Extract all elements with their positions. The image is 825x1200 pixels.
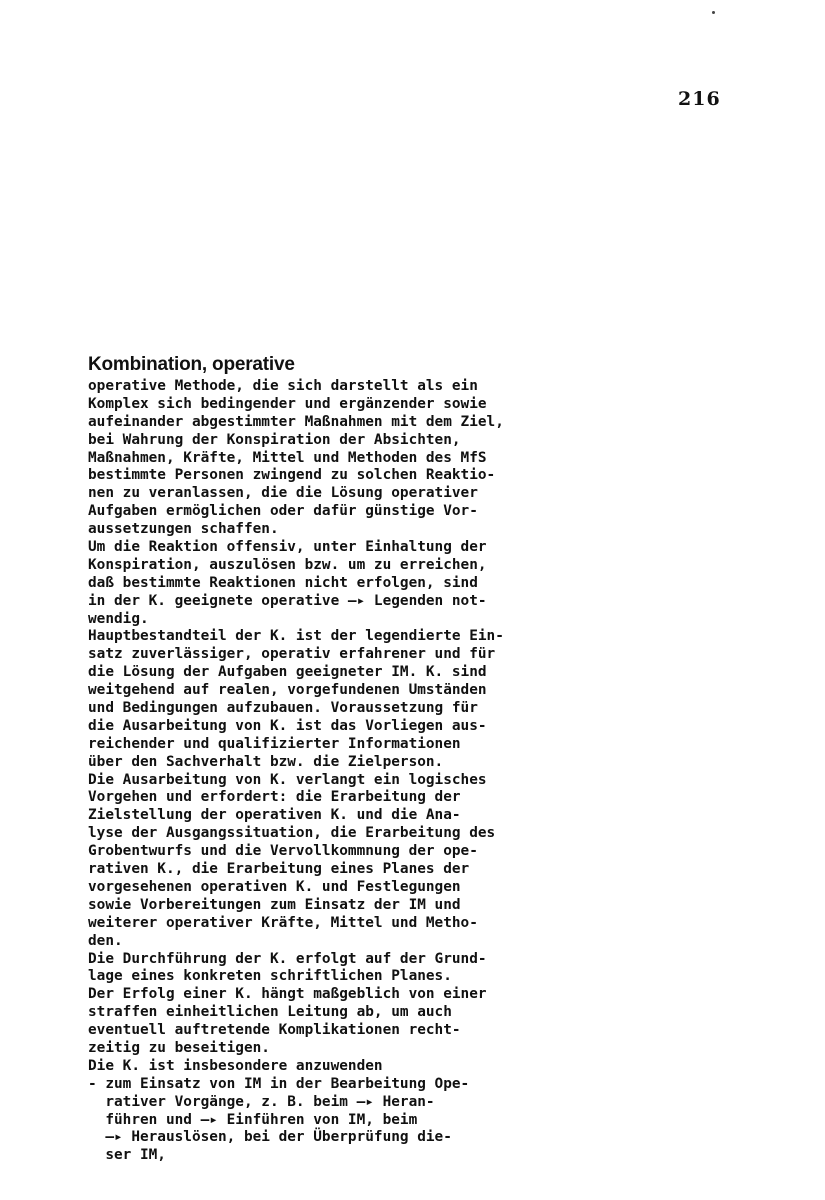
text-line: Hauptbestandteil der K. ist der legendierte Ein- — [88, 628, 504, 645]
text-line: Die Durchführung der K. erfolgt auf der Grund- — [88, 950, 487, 967]
text-line: Der Erfolg einer K. hängt maßgeblich von einer — [88, 986, 487, 1003]
text-line: über den Sachverhalt bzw. die Zielperson. — [88, 753, 444, 770]
text-line: lyse der Ausgangssituation, die Erarbeitung des — [88, 825, 496, 842]
text-line: daß bestimmte Reaktionen nicht erfolgen, sind — [88, 574, 478, 591]
text-line: und Bedingungen aufzubauen. Voraussetzung für — [88, 700, 478, 717]
text-line: Konspiration, auszulösen bzw. um zu erreichen, — [88, 556, 487, 573]
text-line: reichender und qualifizierter Informationen — [88, 735, 461, 752]
text-line: Aufgaben ermöglichen oder dafür günstige Vor- — [88, 503, 478, 520]
text-line: bei Wahrung der Konspiration der Absichten, — [88, 431, 461, 448]
text-line: in der K. geeignete operative —▸ Legenden not- — [88, 592, 487, 609]
text-line: lage eines konkreten schriftlichen Planes. — [88, 968, 452, 985]
text-line: zeitig zu beseitigen. — [88, 1039, 270, 1056]
text-line: den. — [88, 932, 123, 949]
text-line: —▸ Herauslösen, bei der Überprüfung die- — [88, 1129, 452, 1146]
text-line: rativer Vorgänge, z. B. beim —▸ Heran- — [88, 1093, 435, 1110]
text-line: ser IM, — [88, 1147, 166, 1164]
text-line: Vorgehen und erfordert: die Erarbeitung der — [88, 789, 461, 806]
text-line: operative Methode, die sich darstellt als ein — [88, 378, 478, 394]
text-line: vorgesehenen operativen K. und Festlegungen — [88, 878, 461, 895]
entry-body — [88, 378, 558, 1165]
text-line: Grobentwurfs und die Vervollkommnung der ope- — [88, 843, 478, 860]
dictionary-entry — [88, 354, 558, 1165]
text-line: rativen K., die Erarbeitung eines Planes der — [88, 861, 470, 878]
text-line: die Lösung der Aufgaben geeigneter IM. K. sind — [88, 664, 487, 681]
text-line: Um die Reaktion offensiv, unter Einhaltung der — [88, 539, 487, 556]
text-line: aussetzungen schaffen. — [88, 521, 279, 538]
text-line: Maßnahmen, Kräfte, Mittel und Methoden des MfS — [88, 449, 487, 466]
text-line: eventuell auftretende Komplikationen recht- — [88, 1022, 461, 1039]
text-line: - zum Einsatz von IM in der Bearbeitung Ope- — [88, 1075, 470, 1092]
text-line: aufeinander abgestimmter Maßnahmen mit dem Ziel, — [88, 413, 504, 430]
text-line: sowie Vorbereitungen zum Einsatz der IM und — [88, 896, 461, 913]
text-line: weiterer operativer Kräfte, Mittel und Metho- — [88, 914, 478, 931]
text-line: Die K. ist insbesondere anzuwenden — [88, 1057, 383, 1074]
entry-title: Kombination, operative — [88, 354, 295, 375]
text-line: wendig. — [88, 610, 149, 627]
text-line: führen und —▸ Einführen von IM, beim — [88, 1111, 418, 1128]
text-line: die Ausarbeitung von K. ist das Vorliegen aus- — [88, 717, 487, 734]
text-line: Die Ausarbeitung von K. verlangt ein logisches — [88, 771, 487, 788]
text-line: weitgehend auf realen, vorgefundenen Umständen — [88, 682, 487, 699]
text-line: Komplex sich bedingender und ergänzender sowie — [88, 395, 487, 412]
text-line: straffen einheitlichen Leitung ab, um auch — [88, 1004, 452, 1021]
page-number: 216 — [678, 88, 721, 110]
text-line: Zielstellung der operativen K. und die Ana- — [88, 807, 461, 824]
text-line: satz zuverlässiger, operativ erfahrener und für — [88, 646, 496, 663]
text-line: bestimmte Personen zwingend zu solchen Reaktio- — [88, 467, 496, 484]
text-line: nen zu veranlassen, die die Lösung operativer — [88, 485, 478, 502]
scan-speck — [712, 11, 715, 14]
